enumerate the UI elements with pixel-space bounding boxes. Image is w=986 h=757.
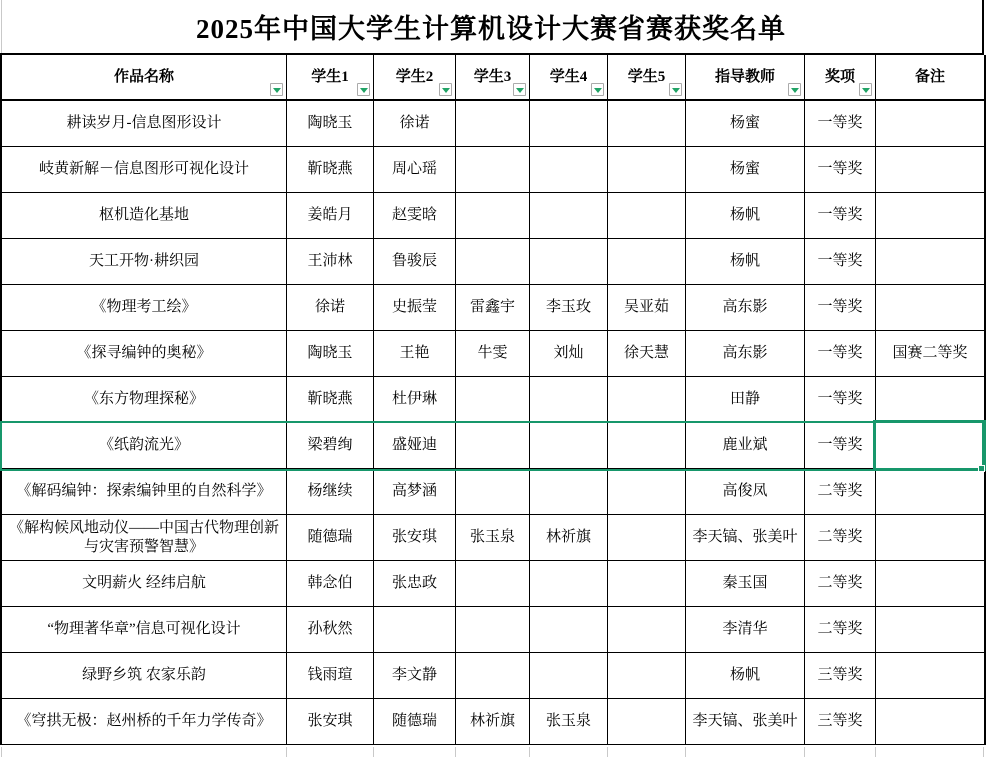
col-header-label: 学生4 [549, 68, 588, 85]
col-header-advisor[interactable] [686, 55, 805, 101]
award-cell[interactable]: 二等奖 [805, 515, 876, 561]
advisor-cell[interactable]: 杨帆 [686, 193, 805, 239]
student-cell[interactable] [608, 147, 686, 193]
student-cell[interactable]: 鲁骏辰 [374, 239, 456, 285]
advisor-cell[interactable]: 高俊凤 [686, 469, 805, 515]
awards-table [0, 55, 986, 745]
student-cell[interactable]: 随德瑞 [287, 515, 374, 561]
sheet-title-cell[interactable]: 2025年中国大学生计算机设计大赛省赛获奖名单 [0, 0, 984, 55]
col-header-work-name[interactable] [2, 55, 287, 101]
student-cell[interactable]: 王沛林 [287, 239, 374, 285]
student-cell[interactable]: 高梦涵 [374, 469, 456, 515]
student-cell[interactable] [530, 653, 608, 699]
filter-dropdown-icon [594, 88, 602, 93]
student-cell[interactable] [530, 147, 608, 193]
col-header-student-4[interactable] [530, 55, 608, 101]
fill-handle[interactable] [978, 465, 985, 472]
student-cell[interactable]: 张玉泉 [530, 699, 608, 745]
filter-dropdown-icon [360, 88, 368, 93]
note-cell[interactable] [876, 193, 984, 239]
filter-dropdown-button[interactable] [270, 83, 283, 96]
filter-dropdown-icon [862, 88, 870, 93]
col-header-student-1[interactable] [287, 55, 374, 101]
student-cell[interactable]: 牛雯 [456, 331, 530, 377]
advisor-cell[interactable]: 杨帆 [686, 239, 805, 285]
student-cell[interactable] [456, 239, 530, 285]
gridline [373, 747, 374, 757]
col-header-label: 指导教师 [714, 68, 775, 85]
work-name-cell[interactable]: 天工开物·耕织园 [2, 239, 287, 285]
student-cell[interactable]: 史振莹 [374, 285, 456, 331]
student-cell[interactable] [456, 423, 530, 469]
note-cell[interactable] [876, 285, 984, 331]
award-cell[interactable]: 二等奖 [805, 469, 876, 515]
student-cell[interactable]: 陶晓玉 [287, 101, 374, 147]
student-cell[interactable]: 韩念伯 [287, 561, 374, 607]
student-cell[interactable] [608, 101, 686, 147]
note-cell[interactable]: 国赛二等奖 [876, 331, 984, 377]
student-cell[interactable] [530, 423, 608, 469]
award-cell[interactable]: 一等奖 [805, 147, 876, 193]
col-header-label: 作品名称 [113, 68, 174, 85]
student-cell[interactable] [608, 699, 686, 745]
award-cell[interactable]: 一等奖 [805, 285, 876, 331]
award-cell[interactable]: 二等奖 [805, 607, 876, 653]
student-cell[interactable]: 吴亚茹 [608, 285, 686, 331]
student-cell[interactable] [530, 193, 608, 239]
work-name-cell[interactable]: 《东方物理探秘》 [2, 377, 287, 423]
col-header-label: 备注 [914, 68, 945, 85]
student-cell[interactable] [456, 193, 530, 239]
student-cell[interactable] [608, 515, 686, 561]
student-cell[interactable] [608, 653, 686, 699]
note-cell[interactable] [876, 515, 984, 561]
student-cell[interactable] [608, 607, 686, 653]
advisor-cell[interactable]: 高东影 [686, 331, 805, 377]
gridline [983, 747, 984, 757]
student-cell[interactable] [608, 193, 686, 239]
student-cell[interactable] [530, 377, 608, 423]
student-cell[interactable]: 姜皓月 [287, 193, 374, 239]
award-cell[interactable]: 一等奖 [805, 101, 876, 147]
gridline [286, 747, 287, 757]
student-cell[interactable]: 李文静 [374, 653, 456, 699]
col-header-label: 奖项 [824, 68, 855, 85]
student-cell[interactable] [530, 469, 608, 515]
filter-dropdown-icon [672, 88, 680, 93]
student-cell[interactable] [456, 101, 530, 147]
work-name-cell[interactable]: 绿野乡筑 农家乐韵 [2, 653, 287, 699]
student-cell[interactable] [456, 377, 530, 423]
award-cell[interactable]: 一等奖 [805, 423, 876, 469]
student-cell[interactable]: 徐诺 [374, 101, 456, 147]
note-cell[interactable] [876, 469, 984, 515]
advisor-cell[interactable]: 鹿业斌 [686, 423, 805, 469]
gridline [529, 747, 530, 757]
award-cell[interactable]: 三等奖 [805, 653, 876, 699]
student-cell[interactable]: 杨继续 [287, 469, 374, 515]
student-cell[interactable]: 徐诺 [287, 285, 374, 331]
work-name-cell[interactable]: 《解码编钟：探索编钟里的自然科学》 [2, 469, 287, 515]
student-cell[interactable]: 靳晓燕 [287, 377, 374, 423]
col-header-label: 学生5 [627, 68, 666, 85]
advisor-cell[interactable]: 杨蜜 [686, 101, 805, 147]
student-cell[interactable]: 张玉泉 [456, 515, 530, 561]
student-cell[interactable]: 李玉玫 [530, 285, 608, 331]
student-cell[interactable]: 林祈旗 [456, 699, 530, 745]
work-name-cell[interactable]: 文明薪火 经纬启航 [2, 561, 287, 607]
student-cell[interactable]: 孙秋然 [287, 607, 374, 653]
col-header-student-2[interactable] [374, 55, 456, 101]
student-cell[interactable] [456, 147, 530, 193]
student-cell[interactable] [608, 561, 686, 607]
advisor-cell[interactable]: 高东影 [686, 285, 805, 331]
student-cell[interactable] [608, 239, 686, 285]
student-cell[interactable]: 徐天慧 [608, 331, 686, 377]
work-name-cell[interactable]: 耕读岁月-信息图形设计 [2, 101, 287, 147]
col-header-label: 学生2 [395, 68, 434, 85]
student-cell[interactable]: 张安琪 [287, 699, 374, 745]
note-cell[interactable] [876, 653, 984, 699]
student-cell[interactable] [530, 101, 608, 147]
advisor-cell[interactable]: 李天镐、张美叶 [686, 515, 805, 561]
col-header-student-3[interactable] [456, 55, 530, 101]
work-name-cell[interactable]: 《穹拱无极：赵州桥的千年力学传奇》 [2, 699, 287, 745]
filter-dropdown-button[interactable] [859, 83, 872, 96]
award-cell[interactable]: 三等奖 [805, 699, 876, 745]
student-cell[interactable]: 靳晓燕 [287, 147, 374, 193]
student-cell[interactable]: 刘灿 [530, 331, 608, 377]
work-name-cell[interactable]: 《纸韵流光》 [2, 423, 287, 469]
col-header-note[interactable] [876, 55, 984, 101]
note-cell[interactable] [876, 377, 984, 423]
col-header-award[interactable] [805, 55, 876, 101]
student-cell[interactable]: 随德瑞 [374, 699, 456, 745]
gridline [804, 747, 805, 757]
student-cell[interactable]: 钱雨瑄 [287, 653, 374, 699]
work-name-cell[interactable]: “物理著华章”信息可视化设计 [2, 607, 287, 653]
student-cell[interactable] [530, 607, 608, 653]
student-cell[interactable]: 梁碧绚 [287, 423, 374, 469]
student-cell[interactable] [456, 561, 530, 607]
student-cell[interactable]: 林祈旗 [530, 515, 608, 561]
col-header-label: 学生1 [311, 68, 349, 85]
note-cell[interactable] [876, 147, 984, 193]
student-cell[interactable]: 杜伊琳 [374, 377, 456, 423]
award-cell[interactable]: 一等奖 [805, 193, 876, 239]
student-cell[interactable] [374, 607, 456, 653]
advisor-cell[interactable]: 田静 [686, 377, 805, 423]
advisor-cell[interactable]: 秦玉国 [686, 561, 805, 607]
col-header-student-5[interactable] [608, 55, 686, 101]
note-cell[interactable] [876, 561, 984, 607]
gridline [1, 747, 2, 757]
award-cell[interactable]: 一等奖 [805, 239, 876, 285]
student-cell[interactable] [608, 377, 686, 423]
student-cell[interactable] [456, 469, 530, 515]
filter-dropdown-icon [442, 88, 450, 93]
student-cell[interactable]: 赵雯晗 [374, 193, 456, 239]
student-cell[interactable]: 周心瑶 [374, 147, 456, 193]
gridline [685, 747, 686, 757]
filter-dropdown-icon [516, 88, 524, 93]
gridline [455, 747, 456, 757]
advisor-cell[interactable]: 杨帆 [686, 653, 805, 699]
col-header-label: 学生3 [473, 68, 512, 85]
student-cell[interactable]: 盛娅迪 [374, 423, 456, 469]
advisor-cell[interactable]: 李天镐、张美叶 [686, 699, 805, 745]
note-cell[interactable] [876, 101, 984, 147]
award-cell[interactable]: 二等奖 [805, 561, 876, 607]
student-cell[interactable] [608, 469, 686, 515]
note-cell[interactable] [876, 239, 984, 285]
advisor-cell[interactable]: 杨蜜 [686, 147, 805, 193]
work-name-cell[interactable]: 岐黄新解－信息图形可视化设计 [2, 147, 287, 193]
student-cell[interactable]: 王艳 [374, 331, 456, 377]
student-cell[interactable] [608, 423, 686, 469]
note-cell[interactable] [876, 699, 984, 745]
note-cell[interactable] [876, 607, 984, 653]
student-cell[interactable]: 雷鑫宇 [456, 285, 530, 331]
advisor-cell[interactable]: 李清华 [686, 607, 805, 653]
filter-dropdown-button[interactable] [788, 83, 801, 96]
filter-dropdown-button[interactable] [439, 83, 452, 96]
work-name-cell[interactable]: 枢机造化基地 [2, 193, 287, 239]
student-cell[interactable] [530, 561, 608, 607]
student-cell[interactable] [456, 607, 530, 653]
gridline [875, 747, 876, 757]
filter-dropdown-icon [791, 88, 799, 93]
filter-dropdown-icon [273, 88, 281, 93]
student-cell[interactable]: 陶晓玉 [287, 331, 374, 377]
work-name-cell[interactable]: 《物理考工绘》 [2, 285, 287, 331]
student-cell[interactable] [530, 239, 608, 285]
student-cell[interactable]: 张忠政 [374, 561, 456, 607]
award-cell[interactable]: 一等奖 [805, 377, 876, 423]
student-cell[interactable] [456, 653, 530, 699]
filter-dropdown-button[interactable] [591, 83, 604, 96]
filter-dropdown-button[interactable] [357, 83, 370, 96]
work-name-cell[interactable]: 《探寻编钟的奥秘》 [2, 331, 287, 377]
note-cell[interactable] [876, 423, 984, 469]
award-cell[interactable]: 一等奖 [805, 331, 876, 377]
filter-dropdown-button[interactable] [669, 83, 682, 96]
filter-dropdown-button[interactable] [513, 83, 526, 96]
gridline [607, 747, 608, 757]
work-name-cell[interactable]: 《解构候风地动仪——中国古代物理创新与灾害预警智慧》 [2, 515, 287, 561]
student-cell[interactable]: 张安琪 [374, 515, 456, 561]
